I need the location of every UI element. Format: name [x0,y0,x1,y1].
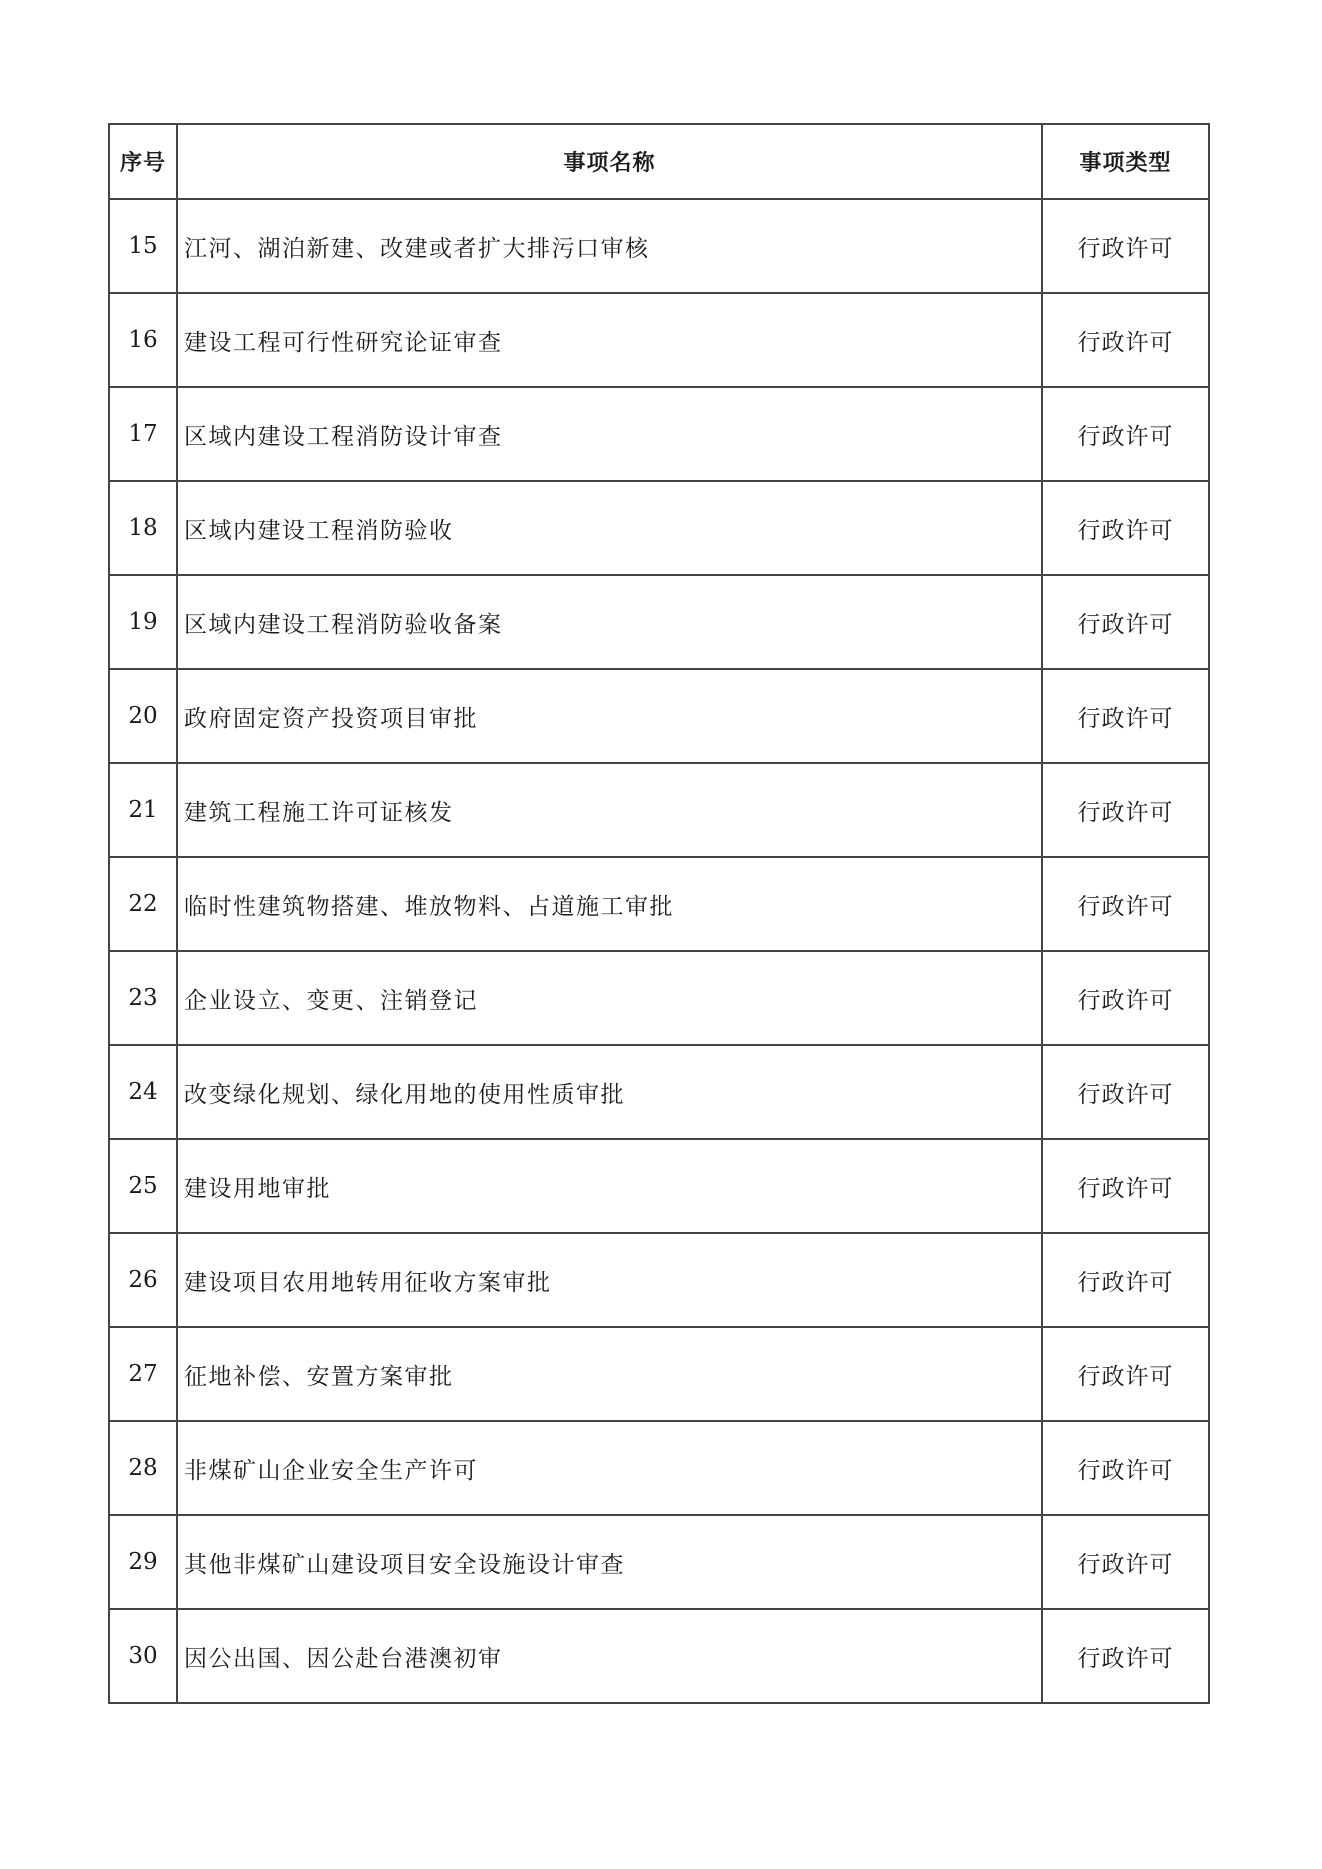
table-row [109,1515,1209,1609]
row-type: 行政许可 [1042,1327,1209,1421]
row-seq: 16 [109,293,177,387]
row-type: 行政许可 [1042,575,1209,669]
row-name: 政府固定资产投资项目审批 [177,669,1042,763]
row-seq: 17 [109,387,177,481]
row-name: 建设工程可行性研究论证审查 [177,293,1042,387]
row-name: 区域内建设工程消防验收备案 [177,575,1042,669]
table-row [109,199,1209,293]
row-type: 行政许可 [1042,1421,1209,1515]
row-seq: 28 [109,1421,177,1515]
table-row [109,1421,1209,1515]
table-row [109,857,1209,951]
row-name: 征地补偿、安置方案审批 [177,1327,1042,1421]
row-seq: 29 [109,1515,177,1609]
row-seq: 30 [109,1609,177,1703]
row-type: 行政许可 [1042,763,1209,857]
row-seq: 21 [109,763,177,857]
row-type: 行政许可 [1042,669,1209,763]
row-type: 行政许可 [1042,951,1209,1045]
row-seq: 18 [109,481,177,575]
header-type: 事项类型 [1042,124,1209,199]
items-table [108,123,1210,1704]
row-type: 行政许可 [1042,1609,1209,1703]
row-name: 江河、湖泊新建、改建或者扩大排污口审核 [177,199,1042,293]
row-name: 区域内建设工程消防验收 [177,481,1042,575]
table-row [109,951,1209,1045]
row-name: 改变绿化规划、绿化用地的使用性质审批 [177,1045,1042,1139]
row-type: 行政许可 [1042,387,1209,481]
table-row [109,669,1209,763]
table-row [109,763,1209,857]
row-seq: 15 [109,199,177,293]
row-name: 临时性建筑物搭建、堆放物料、占道施工审批 [177,857,1042,951]
table-row [109,293,1209,387]
row-type: 行政许可 [1042,1233,1209,1327]
row-seq: 26 [109,1233,177,1327]
row-type: 行政许可 [1042,1045,1209,1139]
header-seq: 序号 [109,124,177,199]
row-name: 区域内建设工程消防设计审查 [177,387,1042,481]
row-seq: 20 [109,669,177,763]
row-name: 非煤矿山企业安全生产许可 [177,1421,1042,1515]
row-name: 企业设立、变更、注销登记 [177,951,1042,1045]
table-row [109,1233,1209,1327]
table-row [109,1139,1209,1233]
table-row [109,1609,1209,1703]
row-seq: 24 [109,1045,177,1139]
row-name: 建设用地审批 [177,1139,1042,1233]
row-seq: 19 [109,575,177,669]
table-body [109,199,1209,1703]
row-type: 行政许可 [1042,1139,1209,1233]
row-type: 行政许可 [1042,1515,1209,1609]
table-row [109,481,1209,575]
row-name: 其他非煤矿山建设项目安全设施设计审查 [177,1515,1042,1609]
row-seq: 27 [109,1327,177,1421]
row-seq: 25 [109,1139,177,1233]
table-row [109,1327,1209,1421]
row-type: 行政许可 [1042,199,1209,293]
row-name: 建筑工程施工许可证核发 [177,763,1042,857]
table-header-row [109,124,1209,199]
row-name: 因公出国、因公赴台港澳初审 [177,1609,1042,1703]
row-type: 行政许可 [1042,293,1209,387]
row-name: 建设项目农用地转用征收方案审批 [177,1233,1042,1327]
header-name: 事项名称 [177,124,1042,199]
row-seq: 23 [109,951,177,1045]
row-seq: 22 [109,857,177,951]
table-row [109,1045,1209,1139]
row-type: 行政许可 [1042,857,1209,951]
table-row [109,387,1209,481]
table-row [109,575,1209,669]
row-type: 行政许可 [1042,481,1209,575]
